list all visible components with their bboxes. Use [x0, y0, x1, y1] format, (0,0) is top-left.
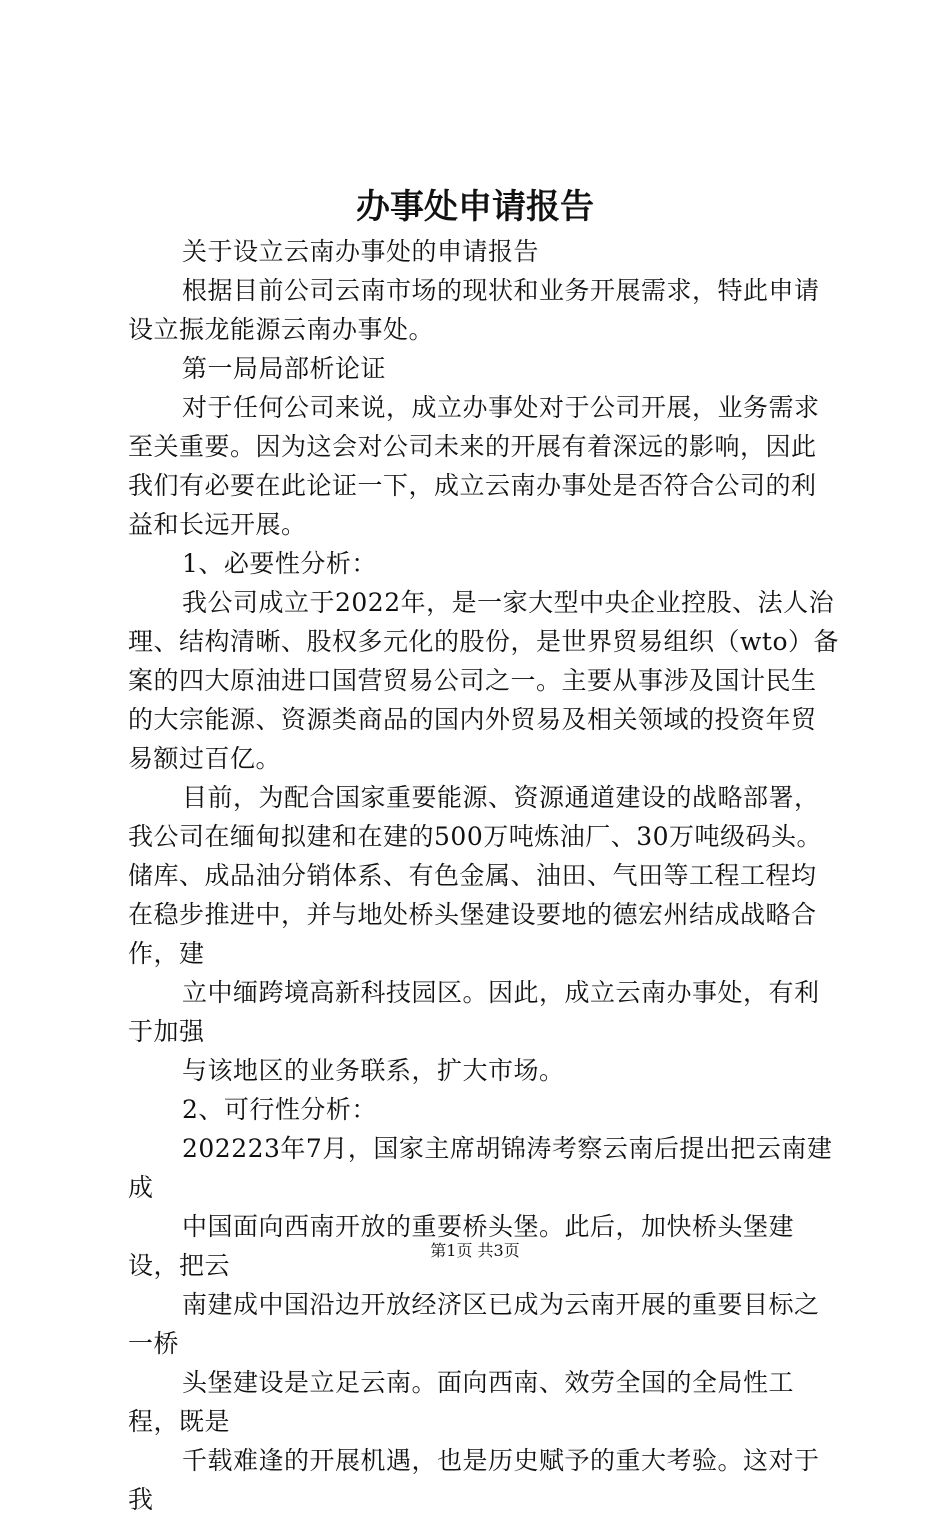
paragraph: 立中缅跨境高新科技园区。因此，成立云南办事处，有利于加强: [128, 978, 820, 1046]
paragraph: 千载难逢的开展机遇，也是历史赋予的重大考验。这对于我: [128, 1446, 820, 1514]
paragraph: 关于设立云南办事处的申请报告: [182, 237, 540, 266]
paragraph: 南建成中国沿边开放经济区已成为云南开展的重要目标之一桥: [128, 1290, 820, 1358]
paragraph: 第一局局部析论证: [182, 354, 387, 383]
paragraph: 202223年7月，国家主席胡锦涛考察云南后提出把云南建成: [128, 1134, 833, 1202]
document-title: 办事处申请报告: [356, 187, 594, 227]
paragraph: 对于任何公司来说，成立办事处对于公司开展，业务需求至关重要。因为这会对公司未来的开展有着深远的影响，因此我们有必要在此论证一下，成立云南办事处是否符合公司的利益和长远开展。: [128, 393, 820, 539]
paragraph: 根据目前公司云南市场的现状和业务开展需求，特此申请设立振龙能源云南办事处。: [128, 276, 820, 344]
paragraph: 1、必要性分析：: [182, 549, 377, 578]
paragraph: 2、可行性分析：: [182, 1095, 377, 1124]
document-body: [128, 232, 840, 1519]
paragraph: 头堡建设是立足云南。面向西南、效劳全国的全局性工程，既是: [128, 1368, 795, 1436]
page-footer: 第1页 共3页: [430, 1241, 520, 1260]
paragraph: 中国面向西南开放的重要桥头堡。此后，加快桥头堡建设，把云: [128, 1212, 795, 1280]
paragraph: 与该地区的业务联系，扩大市场。: [182, 1056, 565, 1085]
paragraph: 我公司成立于2022年，是一家大型中央企业控股、法人治理、结构清晰、股权多元化的股份，是世界贸易组织（wto）备案的四大原油进口国营贸易公司之一。主要从事涉及国计民生的大宗能源、资源类商品的国内外贸易及相关领域的投资年贸易额过百亿。: [128, 588, 839, 773]
paragraph: 目前，为配合国家重要能源、资源通道建设的战略部署，我公司在缅甸拟建和在建的500万吨炼油厂、30万吨级码头。储库、成品油分销体系、有色金属、油田、气田等工程工程均在稳步推进中，并与地处桥头堡建设要地的德宏州结成战略合作，建: [128, 783, 823, 968]
